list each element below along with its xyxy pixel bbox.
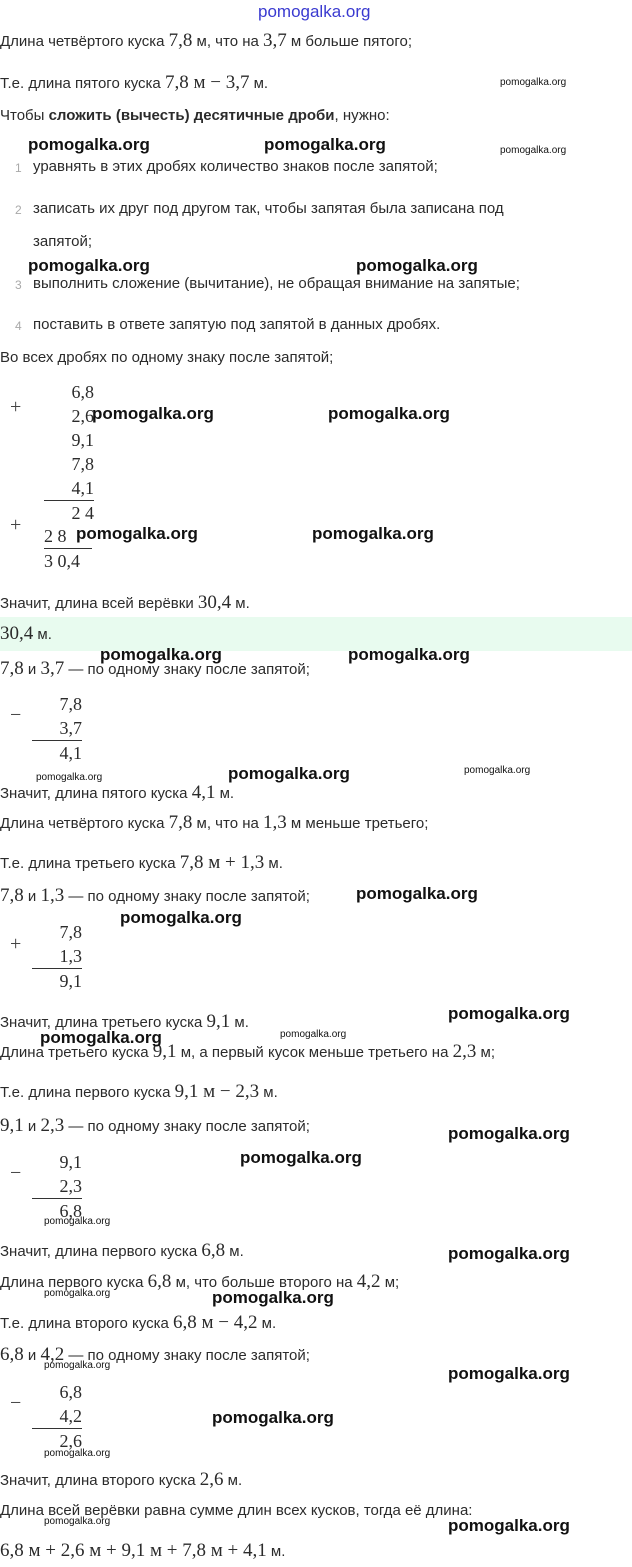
list-item: выполнить сложение (вычитание), не обращая внимание на запятые; (33, 275, 520, 292)
plus-sign: + (10, 933, 22, 955)
math: м + (206, 1540, 243, 1561)
column-addition (44, 380, 94, 525)
text-line (0, 1081, 278, 1103)
watermark-small: pomogalka.org (44, 1288, 111, 1299)
math: 7,8 (0, 885, 24, 906)
watermark-small: pomogalka.org (464, 765, 531, 776)
watermark: pomogalka.org (448, 1244, 570, 1263)
math: 2,3 (452, 1041, 477, 1062)
addend: 6,8 (71, 382, 94, 402)
text: и (23, 1118, 41, 1135)
math: 6,8 (0, 1540, 24, 1561)
math: 2,3 (40, 1115, 65, 1136)
math: 6,8 (201, 1240, 226, 1261)
watermark: pomogalka.org (356, 884, 478, 903)
text: и (23, 1347, 41, 1364)
text: — по одному знаку после запятой; (64, 661, 310, 678)
watermark: pomogalka.org (448, 1364, 570, 1383)
text: м больше пятого; (286, 33, 413, 50)
text: м. (230, 1014, 249, 1031)
math: 9,1 (206, 1011, 231, 1032)
addend: 1,3 (32, 944, 82, 969)
text: Значит, длина всей верёвки (0, 595, 198, 612)
text-line (0, 107, 390, 124)
watermark: pomogalka.org (448, 1516, 570, 1535)
text: м, что больше второго на (171, 1274, 357, 1291)
math: 1,3 (263, 812, 287, 833)
watermark: pomogalka.org (448, 1124, 570, 1143)
text: , нужно: (334, 107, 390, 124)
watermark: pomogalka.org (356, 256, 478, 275)
watermark-small: pomogalka.org (44, 1216, 111, 1227)
text: м, что на (192, 33, 263, 50)
math: 3,7 (263, 30, 287, 51)
text: м. (259, 1084, 278, 1101)
list-number: 1 (15, 161, 22, 175)
watermark: pomogalka.org (348, 645, 470, 664)
list-number: 2 (15, 203, 22, 217)
text-line (0, 885, 310, 907)
subtrahend: 3,7 (32, 716, 82, 741)
minuend: 6,8 (59, 1382, 82, 1402)
addend: 4,1 (44, 476, 94, 501)
watermark-top: pomogalka.org (258, 2, 371, 21)
text: Т.е. длина пятого куска (0, 75, 165, 92)
list-item: запятой; (33, 233, 93, 250)
watermark: pomogalka.org (264, 135, 386, 154)
list-item: поставить в ответе запятую под запятой в данных дробях. (33, 316, 441, 333)
text: Чтобы (0, 107, 49, 124)
math: 7,8 (164, 72, 189, 93)
answer-highlight (0, 617, 632, 651)
text: м. (33, 626, 52, 643)
watermark-small: pomogalka.org (500, 145, 567, 156)
math: 9,1 (174, 1081, 199, 1102)
subtrahend: 2,3 (32, 1174, 82, 1199)
watermark-small: pomogalka.org (44, 1516, 111, 1527)
watermark-small: pomogalka.org (36, 772, 103, 783)
text: Т.е. длина второго куска (0, 1315, 174, 1332)
addend: 9,1 (71, 430, 94, 450)
math: 4,1 (243, 1540, 267, 1561)
math: 1,3 (40, 885, 65, 906)
math: 3,7 (225, 72, 250, 93)
text: Т.е. длина третьего куска (0, 855, 180, 872)
math: 6,8 (0, 1344, 24, 1365)
math: м + (84, 1540, 122, 1561)
math: 4,2 (40, 1344, 65, 1365)
text-line (0, 30, 412, 52)
column-addition (32, 920, 82, 993)
math: 7,8 (168, 30, 193, 51)
math: 7,8 (179, 852, 204, 873)
text: м. (225, 1243, 244, 1260)
text: Значит, длина первого куска (0, 1243, 202, 1260)
subtrahend: 4,2 (32, 1404, 82, 1429)
list-number: 4 (15, 319, 22, 333)
math: м − (188, 72, 226, 93)
bold-text: сложить (вычесть) десятичные дроби (48, 107, 335, 124)
watermark: pomogalka.org (212, 1288, 334, 1307)
text-line (0, 1240, 244, 1262)
text-line (0, 1469, 242, 1491)
difference: 6,8 (59, 1201, 82, 1221)
text: — по одному знаку после запятой; (64, 1118, 310, 1135)
text-line (0, 1312, 276, 1334)
math: м + (23, 1540, 61, 1561)
text: Т.е. длина первого куска (0, 1084, 175, 1101)
watermark: pomogalka.org (228, 764, 350, 783)
difference: 2,6 (59, 1431, 82, 1451)
text: м, что на (192, 815, 263, 832)
math: м − (198, 1081, 236, 1102)
column-subtraction (32, 1380, 82, 1453)
watermark: pomogalka.org (100, 645, 222, 664)
math: 30,4 (197, 592, 232, 613)
text-line (0, 72, 268, 94)
math: 2,6 (199, 1469, 224, 1490)
math: 9,1 (121, 1540, 146, 1561)
watermark: pomogalka.org (28, 135, 150, 154)
watermark: pomogalka.org (40, 1028, 162, 1047)
text: — по одному знаку после запятой; (64, 888, 310, 905)
minuend: 9,1 (59, 1152, 82, 1172)
minuend: 7,8 (59, 694, 82, 714)
plus-sign: + (10, 514, 22, 536)
minus-sign: − (10, 1162, 22, 1184)
sum-result: 3 0,4 (44, 551, 80, 571)
math: 3,7 (40, 658, 65, 679)
text-line (0, 812, 428, 834)
text: м; (476, 1044, 496, 1061)
math: 4,1 (191, 782, 216, 803)
math: 6,8 (147, 1271, 172, 1292)
text: м. (266, 1543, 286, 1560)
text: — по одному знаку после запятой; (64, 1347, 310, 1364)
column-subtraction (32, 692, 82, 765)
carry-row: 2 8 (44, 524, 92, 549)
text: м. (215, 785, 235, 802)
text-line (0, 1115, 310, 1137)
sum-result: 9,1 (59, 971, 82, 991)
addend: 2,6 (71, 406, 94, 426)
watermark: pomogalka.org (312, 524, 434, 543)
watermark: pomogalka.org (448, 1004, 570, 1023)
text: м. (231, 595, 250, 612)
text: Длина четвёртого куска (0, 815, 169, 832)
math: 9,1 (0, 1115, 24, 1136)
math: 2,3 (235, 1081, 260, 1102)
math: 4,2 (233, 1312, 258, 1333)
minus-sign: − (10, 704, 22, 726)
math: м − (196, 1312, 234, 1333)
difference: 4,1 (59, 743, 82, 763)
text-line: Во всех дробях по одному знаку после запятой; (0, 349, 334, 366)
text-line (0, 592, 250, 614)
math: 9,1 (152, 1041, 177, 1062)
watermark: pomogalka.org (28, 256, 150, 275)
text: м. (257, 1315, 277, 1332)
text: Значит, длина пятого куска (0, 785, 192, 802)
watermark-small: pomogalka.org (280, 1029, 347, 1040)
text: Значит, длина третьего куска (0, 1014, 207, 1031)
math: 2,6 (60, 1540, 85, 1561)
math: 6,8 (173, 1312, 197, 1333)
text-line: Длина всей верёвки равна сумме длин всех кусков, тогда её длина: (0, 1502, 473, 1519)
watermark-small: pomogalka.org (44, 1360, 111, 1371)
list-item: записать их друг под другом так, чтобы запятая была записана под (33, 200, 504, 217)
list-item: уравнять в этих дробях количество знаков после запятой; (33, 158, 438, 175)
plus-sign: + (10, 396, 22, 418)
math: 4,2 (356, 1271, 381, 1292)
text: Значит, длина второго куска (0, 1472, 200, 1489)
text: м, а первый кусок меньше третьего на (176, 1044, 453, 1061)
math: м + (145, 1540, 183, 1561)
text: м. (223, 1472, 243, 1489)
math: 7,8 (0, 658, 24, 679)
math: м + (203, 852, 241, 873)
text-line (0, 1540, 285, 1562)
text: Длина четвёртого куска (0, 33, 169, 50)
column-subtraction (32, 1150, 82, 1223)
watermark: pomogalka.org (212, 1408, 334, 1427)
math: 1,3 (240, 852, 265, 873)
watermark: pomogalka.org (76, 524, 198, 543)
answer-line (0, 623, 52, 645)
text: Длина первого куска (0, 1274, 148, 1291)
text: и (23, 888, 41, 905)
math: 30,4 (0, 623, 34, 644)
text-line (0, 782, 234, 804)
text-line (0, 852, 283, 874)
watermark: pomogalka.org (328, 404, 450, 423)
watermark-small: pomogalka.org (44, 1448, 111, 1459)
text: м меньше третьего; (286, 815, 429, 832)
text: и (23, 661, 41, 678)
text: Длина третьего куска (0, 1044, 153, 1061)
watermark: pomogalka.org (120, 908, 242, 927)
math: 7,8 (168, 812, 193, 833)
partial-sum: 2 4 (71, 503, 94, 523)
text: м. (249, 75, 269, 92)
watermark: pomogalka.org (92, 404, 214, 423)
list-number: 3 (15, 278, 22, 292)
math: 7,8 (182, 1540, 206, 1561)
minus-sign: − (10, 1392, 22, 1414)
watermark: pomogalka.org (240, 1148, 362, 1167)
addend: 7,8 (71, 454, 94, 474)
addend: 7,8 (59, 922, 82, 942)
text: м. (264, 855, 283, 872)
text: м; (380, 1274, 400, 1291)
watermark-small: pomogalka.org (500, 77, 567, 88)
